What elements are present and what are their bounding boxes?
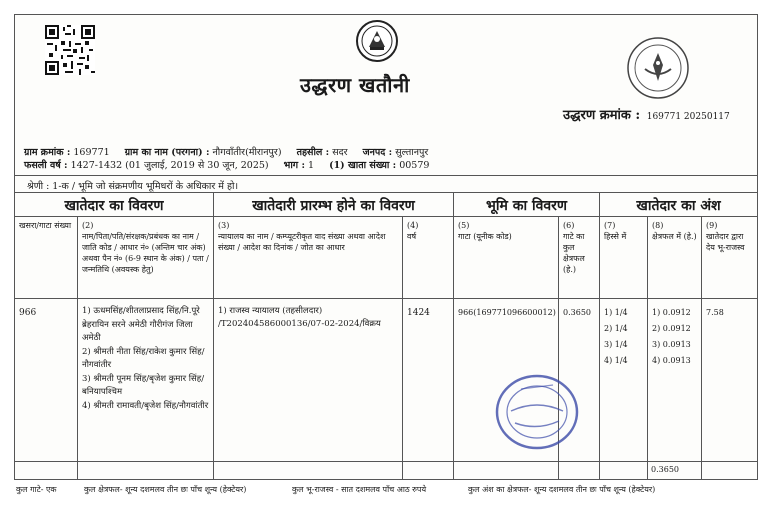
share-4: 4) 1/4 xyxy=(604,356,628,365)
column-header-5 xyxy=(454,217,558,299)
column-header-3 xyxy=(214,217,402,299)
share-1: 1) 1/4 xyxy=(604,308,628,317)
cell-court: 1) राजस्व न्यायालय (तहसीलदार) /T202404586000136/07-02-2024/विक्रय xyxy=(218,306,381,329)
section-bhoomi-vivaran: भूमि का विवरण xyxy=(454,193,600,217)
footer-kul-ansh: कुल अंश का क्षेत्रफल- शून्य दशमलव तीन छः पाँच शून्य (हेक्टेयर) xyxy=(468,485,656,494)
column-shares xyxy=(600,217,648,479)
uddharan-kramank xyxy=(563,105,730,123)
column-header-4 xyxy=(403,217,453,299)
share-3: 3) 1/4 xyxy=(604,340,628,349)
section-khatedari-prarambh: खातेदारी प्रारम्भ होने का विवरण xyxy=(214,193,454,217)
janpad-value: सुल्तानपुर xyxy=(395,147,429,158)
owner-4: 4) श्रीमती रामावती/बृजेश सिंह/नौगवांतीर xyxy=(82,400,209,411)
owner-1: 1) ऊधमसिंह/शीतलाप्रसाद सिंह/नि.पूरे ब्रेहरायिन सरने अमेठी गौरीगंज जिला अमेठी xyxy=(82,306,200,343)
column-header-6-text: गाटे का कुल क्षेत्रफल (हे.) xyxy=(563,232,585,274)
meta-line-1 xyxy=(24,145,440,158)
column-khasra xyxy=(15,217,78,479)
column-header-2-text: नाम/पिता/पति/संरक्षक/प्रबंधक का नाम / जाति कोड / आधार नं० (अन्तिम चार अंक) अथवा पैन नं० (6-9 स्थान के अंक) / पता / जन्मतिथि (अवयस्क हेतु) xyxy=(82,232,209,274)
tehsil-value: सदर xyxy=(332,147,348,158)
column-header-9-num: (9) xyxy=(706,221,718,230)
gram-kramank-label: ग्राम क्रमांक : xyxy=(24,147,71,158)
gram-kramank-value: 169771 xyxy=(73,147,110,158)
column-header-5-text: गाटा (यूनीक कोड) xyxy=(458,232,512,241)
column-header-9 xyxy=(702,217,757,299)
cell-owners xyxy=(78,305,213,413)
cell-area-total: 0.3650 xyxy=(563,308,591,317)
gram-naam-value: नौगवाँतीर(मीरानपुर) xyxy=(212,147,282,158)
cell-gata: 966(169771096600012) xyxy=(458,308,556,317)
cell-khasra: 966 xyxy=(19,308,37,318)
khata-label: (1) खाता संख्या : xyxy=(329,160,397,171)
column-court xyxy=(214,217,403,479)
cell-areas xyxy=(648,305,701,369)
kramank-value: 169771 20250117 xyxy=(646,112,730,122)
column-header-6-num: (6) xyxy=(563,221,575,230)
page-title: उद्धरण खतौनी xyxy=(300,73,410,97)
column-header-7-num: (7) xyxy=(604,221,616,230)
footer-kul-bhurajasv: कुल भू-राजस्व - सात दशमलव पाँच आठ रुपये xyxy=(292,485,427,494)
column-owners xyxy=(78,217,214,479)
cell-revenue: 7.58 xyxy=(706,308,724,317)
document-sheet xyxy=(14,14,758,480)
bhag-value: 1 xyxy=(308,160,315,171)
column-header-2 xyxy=(78,217,213,299)
column-areas xyxy=(648,217,702,479)
column-header-9-text: खातेदार द्वारा देय भू-राजस्व xyxy=(706,232,745,252)
tehsil-label: तहसील : xyxy=(296,147,330,158)
up-state-emblem-icon xyxy=(355,19,399,63)
area-3: 3) 0.0913 xyxy=(652,340,691,349)
column-header-7 xyxy=(600,217,647,299)
column-header-1: खसरा/गाटा संख्या xyxy=(15,217,77,299)
column-header-8 xyxy=(648,217,701,299)
section-khatedar-ansh: खातेदार का अंश xyxy=(600,193,757,217)
bhag-label: भाग : xyxy=(283,160,305,171)
fasli-value: 1427-1432 (01 जुलाई, 2019 से 30 जून, 2025) xyxy=(70,160,269,171)
footer-kul-kshetrafal: कुल क्षेत्रफल- शून्य दशमलव तीन छः पाँच शून्य (हेक्टेयर) xyxy=(84,485,247,494)
footer-kul-gata: कुल गाटे- एक xyxy=(16,485,57,494)
owner-2: 2) श्रीमती नीता सिंह/राकेश कुमार सिंह/नौगवांतीर xyxy=(82,346,205,370)
qr-code-icon xyxy=(45,25,95,75)
area-4: 4) 0.0913 xyxy=(652,356,691,365)
owner-3: 3) श्रीमती पूनम सिंह/बृजेश कुमार सिंह/बनियापश्चिम xyxy=(82,373,205,397)
column-header-3-num: (3) xyxy=(218,221,230,230)
janpad-label: जनपद : xyxy=(362,147,393,158)
share-2: 2) 1/4 xyxy=(604,324,628,333)
cell-year: 1424 xyxy=(407,308,430,318)
section-khatedar-vivaran: खातेदार का विवरण xyxy=(15,193,214,217)
column-header-5-num: (5) xyxy=(458,221,470,230)
column-header-8-text: क्षेत्रफल में (हे.) xyxy=(652,232,697,241)
meta-line-2 xyxy=(24,158,441,171)
area-2: 2) 0.0912 xyxy=(652,324,691,333)
khata-value: 00579 xyxy=(399,160,430,171)
column-header-7-text: हिस्से में xyxy=(604,232,627,241)
column-year xyxy=(403,217,454,479)
kramank-label: उद्धरण क्रमांक : xyxy=(563,108,641,123)
column-header-3-text: न्यायालय का नाम / कम्प्यूटरीकृत वाद संख्या अथवा आदेश संख्या / आदेश का दिनांक / जोत का आधार xyxy=(218,232,386,252)
column-revenue xyxy=(702,217,757,479)
fasli-label: फसली वर्ष : xyxy=(24,160,68,171)
column-header-4-text: वर्ष xyxy=(407,232,417,241)
column-header-8-num: (8) xyxy=(652,221,664,230)
shreni-line: श्रेणी : 1-क / भूमि जो संक्रमणीय भूमिधरों के अधिकार में हो। xyxy=(15,175,757,193)
column-header-4-num: (4) xyxy=(407,221,419,230)
total-row-divider xyxy=(15,461,757,462)
column-header-6 xyxy=(559,217,599,299)
gram-naam-label: ग्राम का नाम (परगना) : xyxy=(124,147,210,158)
area-1: 1) 0.0912 xyxy=(652,308,691,317)
cell-shares xyxy=(600,305,647,369)
column-header-2-num: (2) xyxy=(82,221,94,230)
total-area: 0.3650 xyxy=(651,465,679,474)
official-stamp-icon xyxy=(491,371,583,453)
up-seal-icon xyxy=(625,35,691,101)
